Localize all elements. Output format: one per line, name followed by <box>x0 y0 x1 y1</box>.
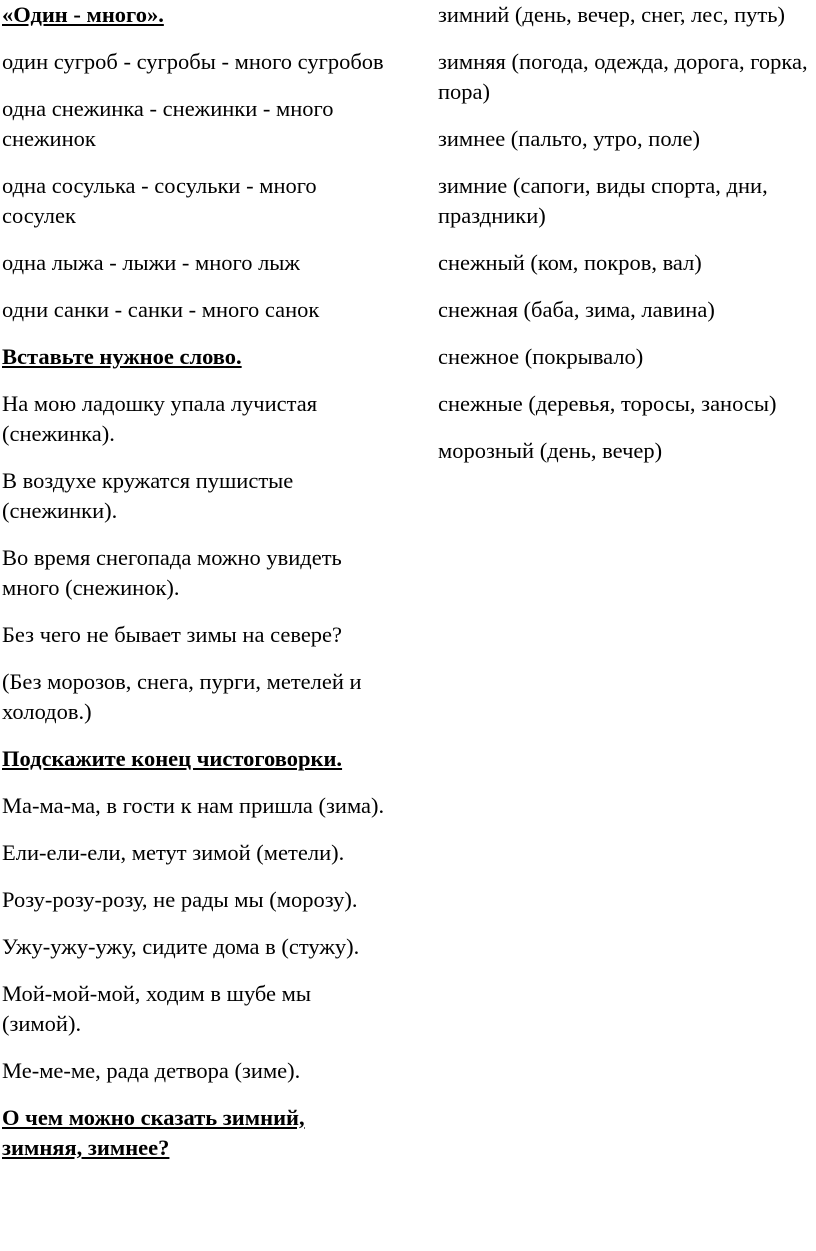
adjective-line: зимние (сапоги, виды спорта, дни, праздники) <box>438 173 768 228</box>
one-many-line: одна лыжа - лыжи - много лыж <box>2 250 300 275</box>
heading-winter-adjectives: О чем можно сказать зимний, зимняя, зимнее? <box>2 1105 305 1160</box>
one-many-line: один сугроб - сугробы - много сугробов <box>2 49 384 74</box>
adjective-line: морозный (день, вечер) <box>438 438 663 463</box>
heading-one-many: «Один - много». <box>2 2 164 27</box>
adjective-line: зимнее (пальто, утро, поле) <box>438 126 701 151</box>
tongue-twister-line: Ужу-ужу-ужу, сидите дома в (стужу). <box>2 934 360 959</box>
insert-word-line: (Без морозов, снега, пурги, метелей и холодов.) <box>2 669 362 724</box>
adjective-line: снежный (ком, покров, вал) <box>438 250 702 275</box>
tongue-twister-line: Розу-розу-розу, не рады мы (морозу). <box>2 887 358 912</box>
left-column <box>2 0 387 1180</box>
insert-word-line: На мою ладошку упала лучистая (снежинка). <box>2 391 318 446</box>
heading-tongue-twister: Подскажите конец чистоговорки. <box>2 746 343 771</box>
insert-word-line: Во время снегопада можно увидеть много (снежинок). <box>2 545 342 600</box>
insert-word-line: Без чего не бывает зимы на севере? <box>2 622 343 647</box>
tongue-twister-line: Мой-мой-мой, ходим в шубе мы (зимой). <box>2 981 312 1036</box>
heading-insert-word: Вставьте нужное слово. <box>2 344 242 369</box>
one-many-line: одни санки - санки - много санок <box>2 297 320 322</box>
adjective-line: зимний (день, вечер, снег, лес, путь) <box>438 2 785 27</box>
one-many-line: одна снежинка - снежинки - много снежинок <box>2 96 334 151</box>
one-many-line: одна сосулька - сосульки - много сосулек <box>2 173 317 228</box>
tongue-twister-line: Ма-ма-ма, в гости к нам пришла (зима). <box>2 793 385 818</box>
right-column <box>438 0 813 483</box>
adjective-line: снежные (деревья, торосы, заносы) <box>438 391 777 416</box>
tongue-twister-line: Ме-ме-ме, рада детвора (зиме). <box>2 1058 301 1083</box>
adjective-line: снежная (баба, зима, лавина) <box>438 297 715 322</box>
tongue-twister-line: Ели-ели-ели, метут зимой (метели). <box>2 840 345 865</box>
insert-word-line: В воздухе кружатся пушистые (снежинки). <box>2 468 294 523</box>
adjective-line: снежное (покрывало) <box>438 344 644 369</box>
adjective-line: зимняя (погода, одежда, дорога, горка, пора) <box>438 49 808 104</box>
